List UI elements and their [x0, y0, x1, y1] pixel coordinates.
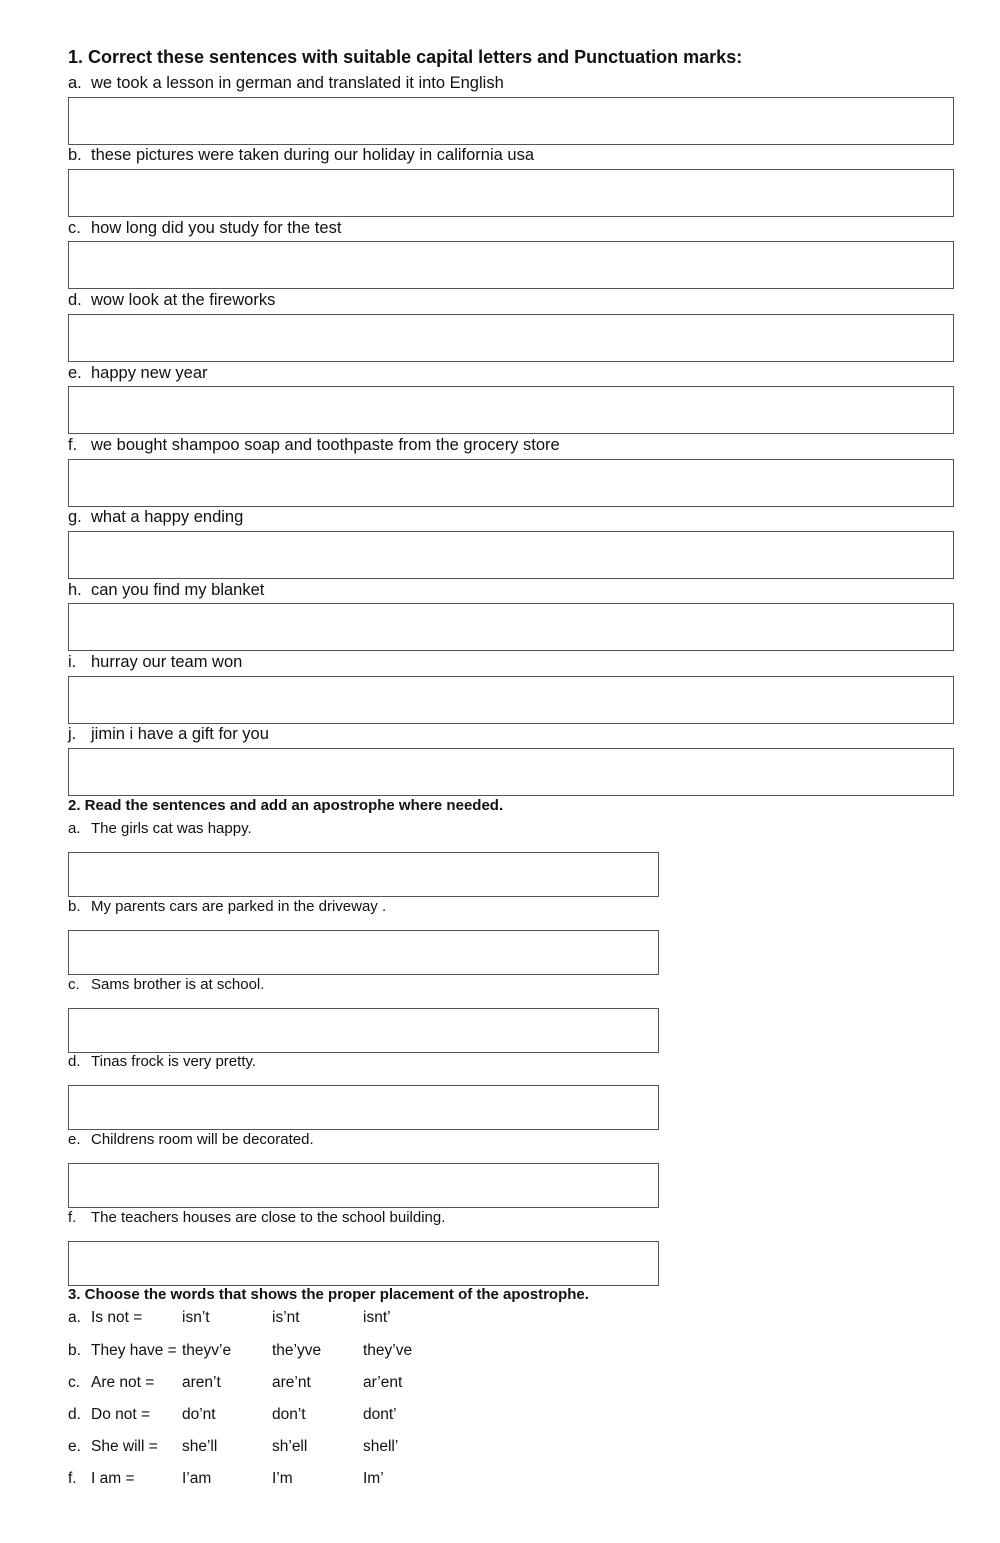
- s3-option-3[interactable]: they’ve: [363, 1342, 413, 1359]
- s1-answer-box-e[interactable]: [68, 386, 954, 434]
- s3-prompt: a. Is not =: [68, 1309, 143, 1326]
- s3-option-3[interactable]: dont’: [363, 1406, 397, 1423]
- s1-item-c: c. how long did you study for the test: [68, 219, 342, 237]
- s1-answer-box-j[interactable]: [68, 748, 954, 796]
- s3-option-1[interactable]: aren’t: [182, 1374, 221, 1391]
- s1-answer-box-g[interactable]: [68, 531, 954, 579]
- s3-row-a: [68, 1309, 468, 1329]
- s2-answer-box-c[interactable]: [68, 1008, 659, 1053]
- s3-option-2[interactable]: I’m: [272, 1470, 293, 1487]
- s3-option-2[interactable]: don’t: [272, 1406, 306, 1423]
- section-1-heading: 1. Correct these sentences with suitable capital letters and Punctuation marks:: [68, 47, 743, 67]
- s3-option-3[interactable]: isnt’: [363, 1309, 391, 1326]
- s3-option-2[interactable]: are’nt: [272, 1374, 311, 1391]
- s3-option-1[interactable]: do’nt: [182, 1406, 216, 1423]
- s3-option-3[interactable]: shell’: [363, 1438, 399, 1455]
- s2-answer-box-a[interactable]: [68, 852, 659, 897]
- s1-item-g: g. what a happy ending: [68, 508, 244, 526]
- s2-item-f: f. The teachers houses are close to the school building.: [68, 1209, 446, 1226]
- s3-row-e: [68, 1438, 468, 1458]
- s1-item-b: b. these pictures were taken during our holiday in california usa: [68, 146, 535, 164]
- s3-option-3[interactable]: ar’ent: [363, 1374, 403, 1391]
- s1-item-h: h. can you find my blanket: [68, 581, 265, 599]
- s3-row-b: [68, 1342, 468, 1362]
- s3-row-d: [68, 1406, 468, 1426]
- s1-answer-box-c[interactable]: [68, 241, 954, 289]
- s2-item-a: a. The girls cat was happy.: [68, 820, 252, 837]
- section-2-heading: 2. Read the sentences and add an apostrophe where needed.: [68, 797, 504, 814]
- s1-item-i: i. hurray our team won: [68, 653, 243, 671]
- s2-item-b: b. My parents cars are parked in the driveway .: [68, 898, 387, 915]
- s2-item-c: c. Sams brother is at school.: [68, 976, 265, 993]
- s1-answer-box-a[interactable]: [68, 97, 954, 145]
- s1-answer-box-b[interactable]: [68, 169, 954, 217]
- s3-row-f: [68, 1470, 468, 1490]
- s2-item-d: d. Tinas frock is very pretty.: [68, 1053, 257, 1070]
- s2-item-e: e. Childrens room will be decorated.: [68, 1131, 314, 1148]
- s3-prompt: e. She will =: [68, 1438, 158, 1455]
- s2-answer-box-e[interactable]: [68, 1163, 659, 1208]
- s1-answer-box-f[interactable]: [68, 459, 954, 507]
- s1-item-a: a. we took a lesson in german and translated it into English: [68, 74, 504, 92]
- s1-item-f: f. we bought shampoo soap and toothpaste from the grocery store: [68, 436, 560, 454]
- s3-prompt: b. They have =: [68, 1342, 177, 1359]
- s2-answer-box-f[interactable]: [68, 1241, 659, 1286]
- s2-answer-box-b[interactable]: [68, 930, 659, 975]
- s1-item-j: j. jimin i have a gift for you: [68, 725, 269, 743]
- s2-answer-box-d[interactable]: [68, 1085, 659, 1130]
- s3-option-3[interactable]: Im’: [363, 1470, 384, 1487]
- s3-option-2[interactable]: is’nt: [272, 1309, 300, 1326]
- s1-item-e: e. happy new year: [68, 364, 208, 382]
- s3-prompt: c. Are not =: [68, 1374, 155, 1391]
- s3-row-c: [68, 1374, 468, 1394]
- s3-option-1[interactable]: isn’t: [182, 1309, 210, 1326]
- s1-item-d: d. wow look at the fireworks: [68, 291, 276, 309]
- s3-option-2[interactable]: sh’ell: [272, 1438, 308, 1455]
- s3-prompt: f. I am =: [68, 1470, 135, 1487]
- s3-option-1[interactable]: she’ll: [182, 1438, 218, 1455]
- s1-answer-box-h[interactable]: [68, 603, 954, 651]
- s1-answer-box-d[interactable]: [68, 314, 954, 362]
- s1-answer-box-i[interactable]: [68, 676, 954, 724]
- section-3-heading: 3. Choose the words that shows the proper placement of the apostrophe.: [68, 1286, 589, 1303]
- s3-prompt: d. Do not =: [68, 1406, 151, 1423]
- s3-option-1[interactable]: theyv’e: [182, 1342, 232, 1359]
- s3-option-2[interactable]: the’yve: [272, 1342, 322, 1359]
- s3-option-1[interactable]: I’am: [182, 1470, 212, 1487]
